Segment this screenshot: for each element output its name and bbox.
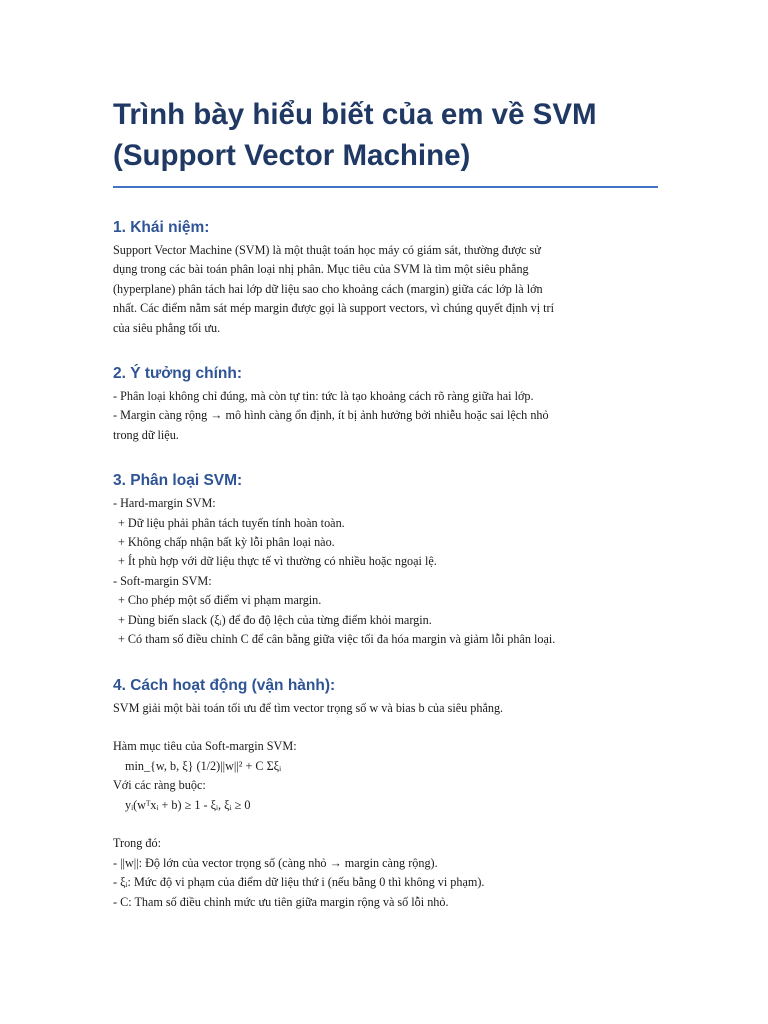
paragraph-line: (hyperplane) phân tách hai lớp dữ liệu sao cho khoảng cách (margin) giữa các lớp là lớn xyxy=(113,281,543,296)
paragraph-line: nhất. Các điểm nằm sát mép margin được gọi là support vectors, vì chúng quyết định vị trí xyxy=(113,301,554,316)
paragraph-line: Hàm mục tiêu của Soft-margin SVM: xyxy=(113,739,297,754)
section-heading: 4. Cách hoạt động (vận hành): xyxy=(113,676,336,694)
section-heading: 2. Ý tưởng chính: xyxy=(113,365,243,383)
section-operation xyxy=(113,676,658,912)
list-item: + Có tham số điều chỉnh C để cân bằng giữa việc tối đa hóa margin và giảm lỗi phân loại. xyxy=(118,632,556,647)
list-item: - C: Tham số điều chỉnh mức ưu tiên giữa margin rộng và số lỗi nhỏ. xyxy=(113,894,449,909)
section-heading: 3. Phân loại SVM: xyxy=(113,472,243,490)
section-concept xyxy=(113,218,658,338)
list-item: + Không chấp nhận bất kỳ lỗi phân loại nào. xyxy=(118,535,335,550)
list-item: + Cho phép một số điểm vi phạm margin. xyxy=(118,593,322,608)
paragraph-line: trong dữ liệu. xyxy=(113,427,179,442)
page-title-line-1: Trình bày hiểu biết của em về SVM xyxy=(113,98,597,131)
list-item: + Dữ liệu phải phân tách tuyến tính hoàn toàn. xyxy=(118,515,345,530)
page-title-line-2: (Support Vector Machine) xyxy=(113,139,471,172)
paragraph-line: - Margin càng rộng → mô hình càng ổn định, ít bị ảnh hưởng bởi nhiễu hoặc sai lệch nhỏ xyxy=(113,408,549,423)
paragraph-line: Trong đó: xyxy=(113,836,161,851)
paragraph-line: SVM giải một bài toán tối ưu để tìm vector trọng số w và bias b của siêu phẳng. xyxy=(113,700,504,715)
list-item: - ||w||: Độ lớn của vector trọng số (càng nhỏ → margin càng rộng). xyxy=(113,855,438,870)
section-main-idea xyxy=(113,364,658,445)
list-item: + Dùng biến slack (ξᵢ) để đo độ lệch của từng điểm khỏi margin. xyxy=(118,612,432,627)
paragraph-line: - Phân loại không chỉ đúng, mà còn tự tin: tức là tạo khoảng cách rõ ràng giữa hai lớp. xyxy=(113,389,534,404)
list-item: - Soft-margin SVM: xyxy=(113,573,212,588)
page-title xyxy=(113,94,658,188)
formula-constraint: yᵢ(wᵀxᵢ + b) ≥ 1 - ξᵢ, ξᵢ ≥ 0 xyxy=(125,797,251,812)
paragraph-line: của siêu phẳng tối ưu. xyxy=(113,320,221,335)
list-item: - Hard-margin SVM: xyxy=(113,496,216,511)
paragraph-line: Support Vector Machine (SVM) là một thuật toán học máy có giám sát, thường được sử xyxy=(113,243,541,257)
blank-line xyxy=(113,718,658,737)
list-item: + Ít phù hợp với dữ liệu thực tế vì thường có nhiều hoặc ngoại lệ. xyxy=(118,554,437,569)
blank-line xyxy=(113,815,658,834)
document-page xyxy=(113,94,658,912)
section-svm-types xyxy=(113,471,658,649)
list-item: - ξᵢ: Mức độ vi phạm của điểm dữ liệu thứ i (nếu bằng 0 thì không vi phạm). xyxy=(113,875,485,890)
section-heading: 1. Khái niệm: xyxy=(113,219,210,236)
paragraph-line: Với các ràng buộc: xyxy=(113,778,206,793)
formula-objective: min_{w, b, ξ} (1/2)||w||² + C Σξᵢ xyxy=(125,758,282,773)
paragraph-line: dụng trong các bài toán phân loại nhị phân. Mục tiêu của SVM là tìm một siêu phẳng xyxy=(113,262,529,277)
